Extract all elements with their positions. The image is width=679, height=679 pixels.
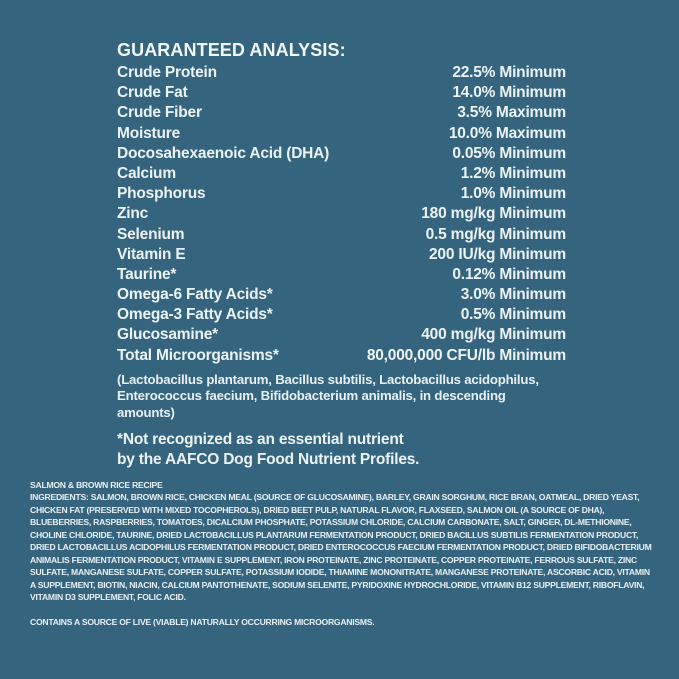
analysis-row [117,266,566,286]
nutrient-name: Glucosamine* [117,326,218,344]
nutrient-value: 1.2% Minimum [460,164,566,182]
nutrient-name: Zinc [117,205,149,223]
nutrient-name: Taurine* [117,265,177,283]
nutrient-name: Selenium [117,225,185,243]
guaranteed-analysis-section [117,40,566,470]
nutrient-value: 10.0% Maximum [448,124,566,142]
nutrient-value: 200 IU/kg Minimum [429,245,566,263]
ingredients-paragraph [30,491,654,603]
analysis-row [117,306,566,326]
ingredients-section [30,479,654,637]
nutrient-name: Calcium [117,164,176,182]
nutrient-value: 3.0% Minimum [460,286,566,304]
nutrient-value: 0.12% Minimum [452,265,566,283]
aafco-footnote-line1: *Not recognized as an essential nutrient [117,431,404,449]
analysis-row [117,185,566,205]
guaranteed-analysis-table [117,64,566,367]
nutrient-value: 22.5% Minimum [452,64,566,81]
nutrient-value: 400 mg/kg Minimum [421,326,566,344]
recipe-name: SALMON & BROWN RICE RECIPE [30,480,163,490]
microorganisms-note-line2: Enterococcus faecium, Bifidobacterium animalis, in descending amounts) [117,388,506,420]
analysis-row [117,326,566,346]
nutrient-name: Total Microorganisms* [117,346,279,364]
nutrient-name: Omega-3 Fatty Acids* [117,306,273,324]
ingredients-label: INGREDIENTS: [30,492,89,503]
analysis-row [117,125,566,145]
nutrient-value: 0.5% Minimum [460,306,566,324]
nutrient-value: 1.0% Minimum [460,185,566,203]
aafco-footnote-line2: by the AAFCO Dog Food Nutrient Profiles. [117,451,420,469]
nutrient-name: Moisture [117,124,180,142]
analysis-row [117,104,566,124]
analysis-row [117,246,566,266]
nutrient-value: 14.0% Minimum [452,84,566,102]
analysis-row [117,165,566,185]
nutrient-name: Crude Protein [117,64,217,81]
aafco-footnote [117,430,566,470]
analysis-row [117,205,566,225]
nutrient-value: 80,000,000 CFU/lb Minimum [366,346,566,364]
ingredients-list: SALMON, BROWN RICE, CHICKEN MEAL (SOURCE OF GLUCOSAMINE), BARLEY, GRAIN SORGHUM, RICE BRAN, OATMEAL, DRIED YEAST, CHICKEN FAT (PRESERVED WITH MIXED TOCOPHEROLS), DRIED BEET PULP, NATURAL FLAVOR, FLAXSEED, SALMON OIL (A SOURCE OF DHA), BLUEBERRIES, RASPBERRIES, TOMATOES, DICALCIUM PHOSPHATE, POTASSIUM CHLORIDE, CALCIUM CARBONATE, SALT, GINGER, DL-METHIONINE, CHOLINE CHLORIDE, TAURINE, DRIED LACTOBACILLUS PLANTARUM FERMENTATION PRODUCT, DRIED BACILLUS SUBTILIS FERMENTATION PRODUCT, DRIED LACTOBACILLUS ACIDOPHILUS FERMENTATION PRODUCT, DRIED ENTEROCOCCUS FAECIUM FERMENTATION PRODUCT, DRIED BIFIDOBACTERIUM ANIMALIS FERMENTATION PRODUCT, VITAMIN E SUPPLEMENT, IRON PROTEINATE, ZINC PROTEINATE, COPPER PROTEINATE, FERROUS SULFATE, ZINC SULFATE, MANGANESE SULFATE, COPPER SULFATE, POTASSIUM IODIDE, THIAMINE MONONITRATE, MANGANESE PROTEINATE, ASCORBIC ACID, VITAMIN A SUPPLEMENT, BIOTIN, NIACIN, CALCIUM PANTOTHENATE, SODIUM SELENITE, PYRIDOXINE HYDROCHLORIDE, VITAMIN B12 SUPPLEMENT, RIBOFLAVIN, VITAMIN D3 SUPPLEMENT, FOLIC ACID. [30,492,652,603]
nutrient-name: Vitamin E [117,245,186,263]
analysis-row [117,286,566,306]
nutrient-name: Crude Fat [117,84,188,102]
contains-note: CONTAINS A SOURCE OF LIVE (VIABLE) NATURALLY OCCURRING MICROORGANISMS. [30,616,375,627]
nutrient-value: 0.05% Minimum [452,144,566,162]
microorganisms-note-line1: (Lactobacillus plantarum, Bacillus subtilis, Lactobacillus acidophilus, [117,371,539,387]
analysis-row [117,226,566,246]
analysis-row [117,84,566,104]
nutrient-name: Docosahexaenoic Acid (DHA) [117,144,330,162]
nutrient-name: Omega-6 Fatty Acids* [117,286,273,304]
analysis-row [117,64,566,84]
analysis-row [117,347,566,367]
nutrient-value: 0.5 mg/kg Minimum [425,225,566,243]
nutrient-value: 180 mg/kg Minimum [421,205,566,223]
nutrient-value: 3.5% Maximum [457,104,566,122]
nutrient-name: Phosphorus [117,185,206,203]
guaranteed-analysis-title: GUARANTEED ANALYSIS: [117,40,346,60]
nutrient-name: Crude Fiber [117,104,202,122]
analysis-row [117,145,566,165]
microorganisms-note [117,372,566,422]
